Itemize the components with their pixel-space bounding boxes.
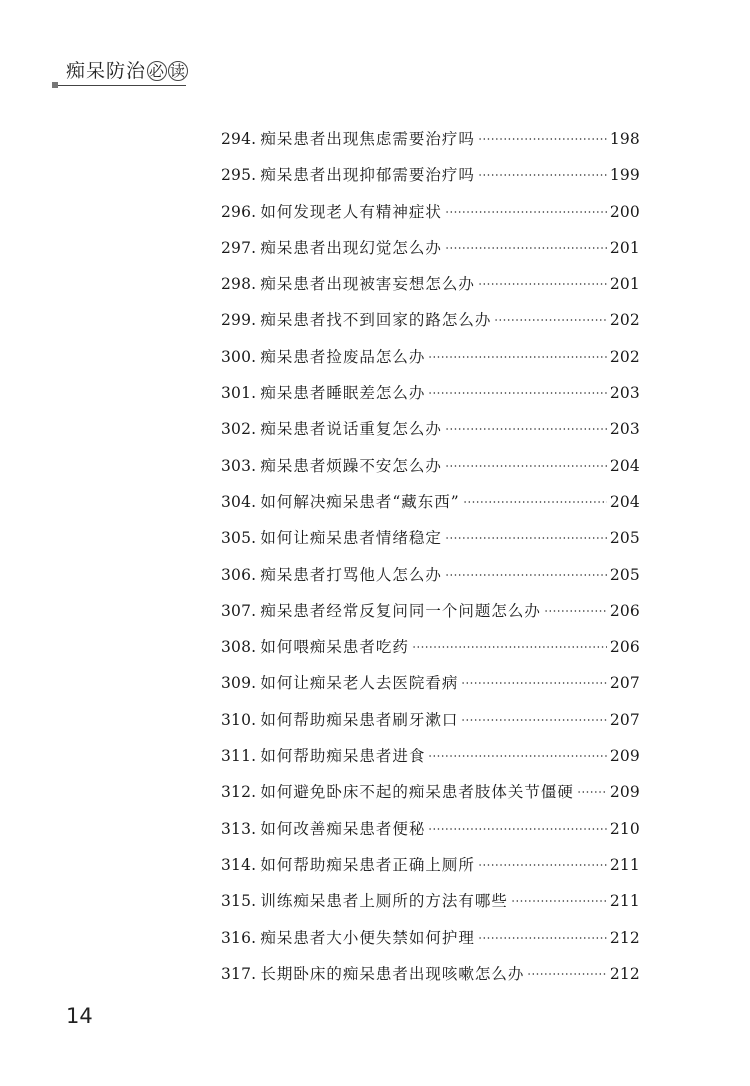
toc-entry-title: 如何解决痴呆患者“藏东西” (260, 492, 460, 511)
toc-dot-leader (428, 755, 606, 757)
toc-dot-leader (445, 465, 607, 467)
toc-entry[interactable] (221, 266, 640, 302)
book-title-text: 痴呆防治 (66, 60, 147, 82)
toc-entry-title: 痴呆患者说话重复怎么办 (260, 420, 442, 439)
toc-entry-number: 316. (221, 928, 257, 947)
toc-entry-title: 如何帮助痴呆患者刷牙漱口 (260, 710, 459, 729)
toc-entry[interactable] (221, 774, 640, 810)
toc-dot-leader (544, 610, 607, 612)
toc-entry[interactable] (221, 121, 640, 157)
toc-entry-page: 212 (609, 964, 640, 983)
toc-entry-number: 312. (221, 783, 257, 802)
toc-entry-number: 309. (221, 674, 257, 693)
running-header (0, 52, 750, 102)
toc-entry[interactable] (221, 302, 640, 338)
toc-entry-page: 202 (609, 311, 640, 330)
toc-entry[interactable] (221, 230, 640, 266)
toc-entry[interactable] (221, 557, 640, 593)
toc-entry-number: 306. (221, 565, 257, 584)
toc-entry-page: 204 (609, 492, 640, 511)
toc-entry-page: 205 (609, 565, 640, 584)
toc-dot-leader (445, 247, 607, 249)
toc-entry-page: 201 (609, 238, 640, 257)
toc-entry[interactable] (221, 811, 640, 847)
toc-entry[interactable] (221, 593, 640, 629)
toc-entry-page: 209 (609, 747, 640, 766)
toc-dot-leader (428, 356, 606, 358)
toc-entry-number: 294. (221, 130, 257, 148)
toc-entry-title: 如何帮助痴呆患者进食 (260, 747, 426, 766)
toc-entry-number: 296. (221, 202, 257, 221)
toc-dot-leader (494, 319, 606, 321)
toc-entry-page: 206 (609, 638, 640, 657)
toc-entry-title: 痴呆患者出现幻觉怎么办 (260, 238, 442, 257)
toc-entry-page: 205 (609, 529, 640, 548)
header-rule (58, 85, 186, 86)
toc-entry[interactable] (221, 883, 640, 919)
toc-entry-number: 301. (221, 384, 257, 403)
toc-entry-page: 207 (609, 674, 640, 693)
toc-entry-page: 201 (609, 275, 640, 294)
book-title-circled-char: 必 (149, 62, 166, 80)
toc-dot-leader (428, 828, 606, 830)
toc-dot-leader (461, 719, 606, 721)
toc-entry-page: 207 (609, 710, 640, 729)
toc-dot-leader (445, 574, 607, 576)
toc-entry[interactable] (221, 484, 640, 520)
toc-entry-number: 302. (221, 420, 257, 439)
toc-entry-number: 307. (221, 601, 257, 620)
toc-entry-number: 317. (221, 964, 257, 983)
toc-entry-page: 199 (609, 166, 640, 185)
toc-dot-leader (463, 501, 607, 503)
toc-entry[interactable] (221, 702, 640, 738)
toc-dot-leader (511, 900, 607, 902)
toc-entry-title: 痴呆患者经常反复问同一个问题怎么办 (260, 601, 541, 620)
toc-entry[interactable] (221, 411, 640, 447)
toc-entry[interactable] (221, 157, 640, 193)
toc-dot-leader (527, 973, 606, 975)
toc-dot-leader (412, 646, 607, 648)
toc-entry-page: 204 (609, 456, 640, 475)
toc-dot-leader (461, 682, 606, 684)
toc-entry-page: 198 (609, 130, 640, 148)
toc-entry-page: 211 (609, 892, 640, 911)
toc-entry-page: 206 (609, 601, 640, 620)
toc-entry[interactable] (221, 956, 640, 992)
toc-entry-number: 308. (221, 638, 257, 657)
toc-dot-leader (478, 174, 607, 176)
toc-entry[interactable] (221, 339, 640, 375)
toc-entry-number: 311. (221, 747, 257, 766)
toc-entry-title: 痴呆患者出现抑郁需要治疗吗 (260, 166, 475, 185)
toc-entry-title: 如何发现老人有精神症状 (260, 202, 442, 221)
toc-entry[interactable] (221, 375, 640, 411)
toc-entry-title: 如何避免卧床不起的痴呆患者肢体关节僵硬 (260, 783, 574, 802)
toc-entry-page: 211 (609, 855, 640, 874)
toc-entry[interactable] (221, 629, 640, 665)
toc-entry[interactable] (221, 448, 640, 484)
toc-entry-number: 295. (221, 166, 257, 185)
toc-entry-page: 202 (609, 347, 640, 366)
toc-entry[interactable] (221, 738, 640, 774)
toc-dot-leader (478, 138, 607, 140)
toc-dot-leader (445, 211, 607, 213)
toc-dot-leader (428, 392, 606, 394)
toc-dot-leader (445, 537, 607, 539)
toc-entry-title: 训练痴呆患者上厕所的方法有哪些 (260, 892, 508, 911)
toc-entry[interactable] (221, 520, 640, 556)
toc-entry-page: 200 (609, 202, 640, 221)
toc-entry-number: 303. (221, 456, 257, 475)
toc-entry-page: 212 (609, 928, 640, 947)
table-of-contents (221, 121, 640, 992)
toc-entry[interactable] (221, 194, 640, 230)
toc-entry-title: 如何让痴呆患者情绪稳定 (260, 529, 442, 548)
toc-entry-title: 痴呆患者烦躁不安怎么办 (260, 456, 442, 475)
toc-entry-title: 痴呆患者大小便失禁如何护理 (260, 928, 475, 947)
toc-entry-number: 313. (221, 819, 257, 838)
toc-entry-title: 痴呆患者捡废品怎么办 (260, 347, 426, 366)
toc-entry-number: 304. (221, 492, 257, 511)
toc-entry-number: 314. (221, 855, 257, 874)
toc-entry[interactable] (221, 665, 640, 701)
toc-entry-page: 210 (609, 819, 640, 838)
toc-entry-page: 203 (609, 384, 640, 403)
toc-entry-number: 300. (221, 347, 257, 366)
toc-entry-number: 298. (221, 275, 257, 294)
toc-entry-title: 如何喂痴呆患者吃药 (260, 638, 409, 657)
toc-entry-title: 痴呆患者睡眠差怎么办 (260, 384, 426, 403)
toc-entry-title: 痴呆患者出现焦虑需要治疗吗 (260, 130, 475, 148)
toc-entry-title: 长期卧床的痴呆患者出现咳嗽怎么办 (260, 964, 525, 983)
book-title (66, 56, 188, 83)
toc-entry-title: 如何让痴呆老人去医院看病 (260, 674, 459, 693)
toc-entry-number: 310. (221, 710, 257, 729)
toc-dot-leader (445, 428, 607, 430)
toc-entry-title: 痴呆患者找不到回家的路怎么办 (260, 311, 492, 330)
toc-entry-page: 203 (609, 420, 640, 439)
book-title-circled-char: 读 (170, 62, 187, 80)
toc-dot-leader (478, 283, 607, 285)
toc-entry-number: 299. (221, 311, 257, 330)
toc-entry-title: 痴呆患者打骂他人怎么办 (260, 565, 442, 584)
toc-entry-title: 如何改善痴呆患者便秘 (260, 819, 426, 838)
toc-entry-number: 297. (221, 238, 257, 257)
toc-entry-number: 305. (221, 529, 257, 548)
toc-dot-leader (478, 937, 607, 939)
toc-entry-number: 315. (221, 892, 257, 911)
toc-dot-leader (478, 864, 607, 866)
toc-entry[interactable] (221, 847, 640, 883)
toc-entry-page: 209 (609, 783, 640, 802)
toc-entry[interactable] (221, 920, 640, 956)
page-number: 14 (66, 1004, 93, 1028)
toc-entry-title: 如何帮助痴呆患者正确上厕所 (260, 855, 475, 874)
toc-entry-title: 痴呆患者出现被害妄想怎么办 (260, 275, 475, 294)
toc-dot-leader (577, 791, 607, 793)
